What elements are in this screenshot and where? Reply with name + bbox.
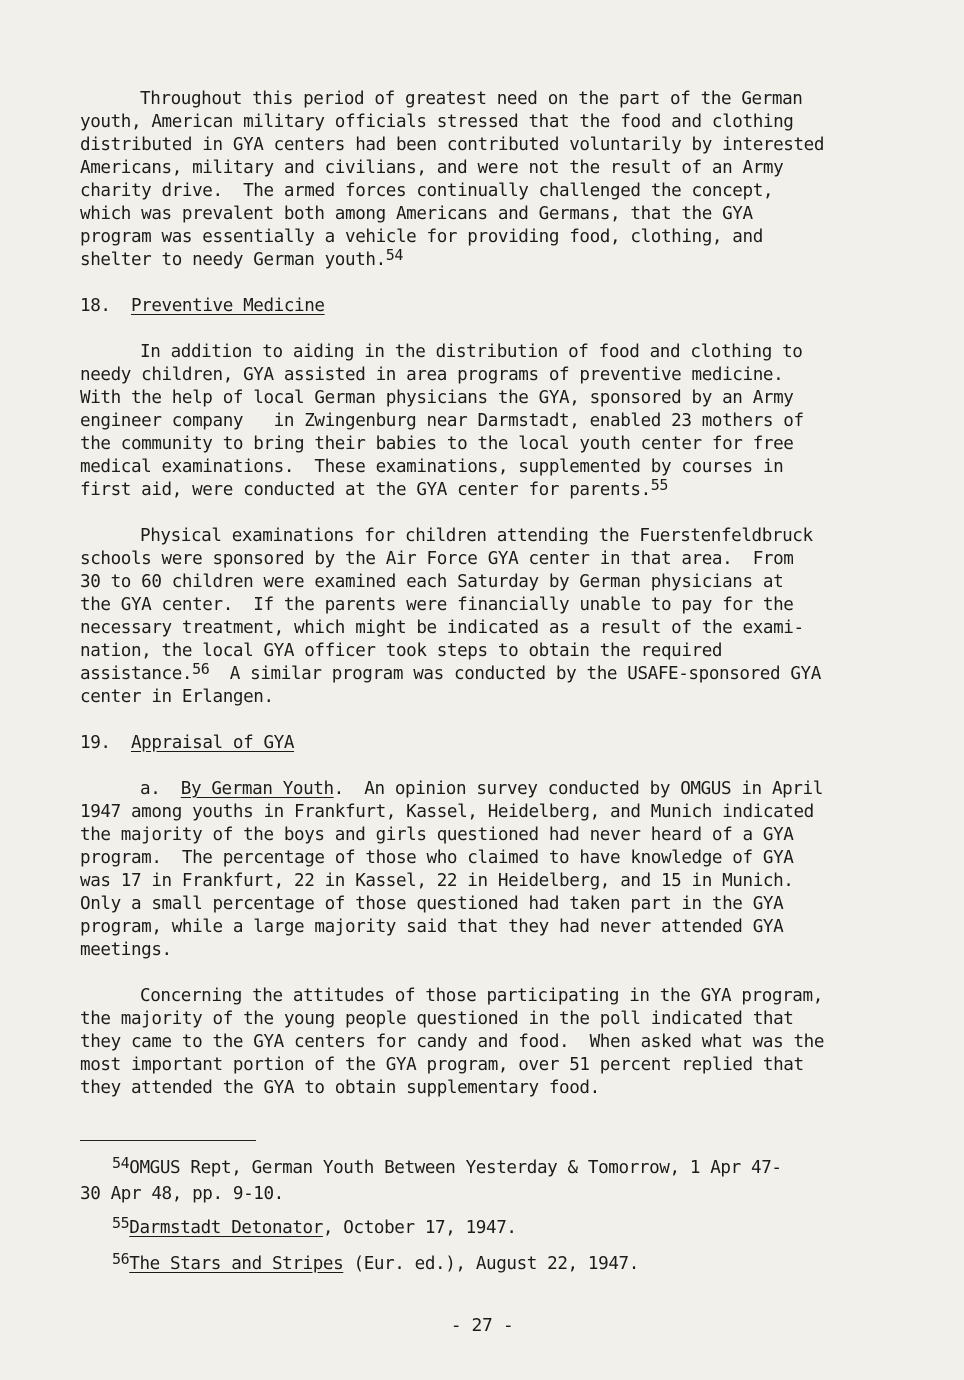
text-line: With the help of local German physicians the GYA, sponsored by an Army: [80, 388, 794, 408]
section-title: Preventive Medicine: [130, 296, 325, 316]
text-line: In addition to aiding in the distribution of food and clothing to: [140, 342, 803, 362]
footnote-ref: 56: [192, 660, 210, 678]
text-line: most important portion of the GYA program, over 51 percent replied that: [80, 1055, 804, 1075]
text-line: the majority of the boys and girls questioned had never heard of a GYA: [80, 825, 794, 845]
paragraph-1: [80, 88, 944, 272]
footnote-text: (Eur. ed.), August 22, 1947.: [343, 1254, 639, 1274]
text-line: needy children, GYA assisted in area programs of preventive medicine.: [80, 365, 784, 385]
text-span: assistance.: [80, 664, 193, 684]
paragraph-4: [80, 778, 944, 962]
footnote-number: 54: [112, 1154, 130, 1172]
footnote-divider: [80, 1140, 256, 1141]
section-number: 19.: [80, 733, 111, 753]
text-line: [80, 246, 944, 272]
text-line: charity drive. The armed forces continually challenged the concept,: [80, 181, 774, 201]
text-line: schools were sponsored by the Air Force GYA center in that area. From: [80, 549, 794, 569]
text-line: distributed in GYA centers had been contributed voluntarily by interested: [80, 135, 825, 155]
text-line: program was essentially a vehicle for providing food, clothing, and: [80, 227, 763, 247]
text-line: was 17 in Frankfurt, 22 in Kassel, 22 in Heidelberg, and 15 in Munich.: [80, 871, 794, 891]
footnote-text: OMGUS Rept, German Youth Between Yesterday & Tomorrow, 1 Apr 47-: [129, 1158, 782, 1178]
text-line: the community to bring their babies to the local youth center for free: [80, 434, 794, 454]
paragraph-5: [80, 985, 944, 1100]
text-line: Concerning the attitudes of those participating in the GYA program,: [140, 986, 823, 1006]
section-heading-19: [80, 732, 944, 755]
text-line: Only a small percentage of those questioned had taken part in the GYA: [80, 894, 784, 914]
text-line: program. The percentage of those who claimed to have knowledge of GYA: [80, 848, 794, 868]
section-title: Appraisal of GYA: [130, 733, 295, 753]
text-span: first aid, were conducted at the GYA center for parents.: [80, 480, 651, 500]
paragraph-3: [80, 525, 944, 709]
text-line: meetings.: [80, 940, 172, 960]
text-line: the GYA center. If the parents were financially unable to pay for the: [80, 595, 794, 615]
subsection-title: By German Youth: [180, 779, 334, 799]
text-line: medical examinations. These examinations, supplemented by courses in: [80, 457, 784, 477]
footnote-55: [80, 1214, 944, 1243]
text-line: engineer company in Zwingenburg near Darmstadt, enabled 23 mothers of: [80, 411, 804, 431]
text-line: they came to the GYA centers for candy and food. When asked what was the: [80, 1032, 825, 1052]
text-line: necessary treatment, which might be indicated as a result of the exami-: [80, 618, 804, 638]
footnote-ref: 54: [385, 246, 404, 264]
text-span: A similar program was conducted by the USAFE-sponsored GYA: [209, 664, 821, 684]
text-line: which was prevalent both among Americans and Germans, that the GYA: [80, 204, 753, 224]
page-number: - 27 -: [450, 1315, 514, 1336]
text-span: . An opinion survey conducted by OMGUS in April: [333, 779, 823, 799]
text-line: 1947 among youths in Frankfurt, Kassel, Heidelberg, and Munich indicated: [80, 802, 814, 822]
paragraph-2: [80, 341, 944, 502]
footnote-54-continued: 30 Apr 48, pp. 9-10.: [80, 1184, 284, 1204]
text-line: center in Erlangen.: [80, 687, 274, 707]
text-line: Americans, military and civilians, and were not the result of an Army: [80, 158, 784, 178]
text-line: the majority of the young people questioned in the poll indicated that: [80, 1009, 794, 1029]
footnote-source-title: The Stars and Stripes: [129, 1254, 344, 1274]
footnote-54: [80, 1154, 944, 1183]
footnote-text: , October 17, 1947.: [322, 1218, 517, 1238]
section-heading-18: [80, 295, 944, 318]
text-line: Physical examinations for children attending the Fuerstenfeldbruck: [140, 526, 813, 546]
text-line: they attended the GYA to obtain supplementary food.: [80, 1078, 600, 1098]
footnotes: [80, 1154, 944, 1279]
footnote-number: 55: [112, 1214, 130, 1232]
footnote-number: 56: [112, 1250, 130, 1268]
text-line: [80, 778, 944, 801]
text-line: [80, 476, 944, 502]
footnote-56: [80, 1250, 944, 1279]
text-line: [80, 660, 944, 686]
subsection-label: a.: [140, 779, 161, 799]
text-line: program, while a large majority said that they had never attended GYA: [80, 917, 784, 937]
text-span: shelter to needy German youth.: [80, 250, 386, 270]
footnote-ref: 55: [650, 476, 669, 494]
document-page: [80, 88, 944, 1279]
text-line: Throughout this period of greatest need on the part of the German: [140, 89, 803, 109]
text-line: youth, American military officials stressed that the food and clothing: [80, 112, 794, 132]
footnote-source-title: Darmstadt Detonator: [129, 1218, 323, 1238]
text-line: 30 to 60 children were examined each Saturday by German physicians at: [80, 572, 784, 592]
section-number: 18.: [80, 296, 111, 316]
text-line: nation, the local GYA officer took steps to obtain the required: [80, 641, 723, 661]
